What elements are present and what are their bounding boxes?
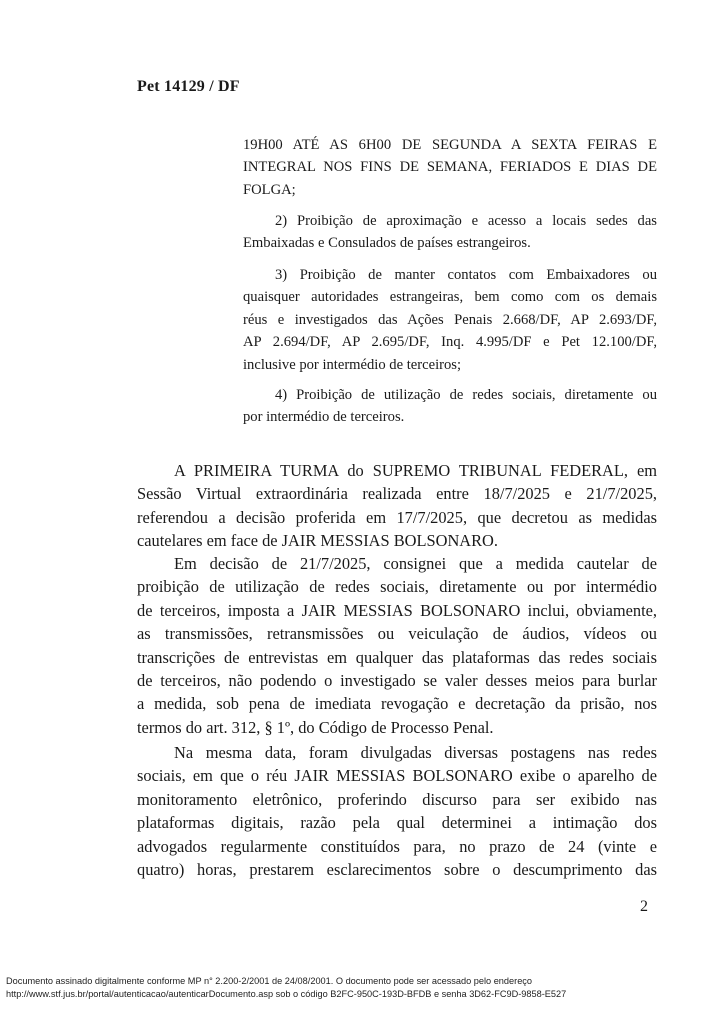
- text-line: INTEGRAL NOS FINS DE SEMANA, FERIADOS E DIAS DE: [243, 159, 657, 176]
- text-line: por intermédio de terceiros.: [243, 409, 405, 426]
- text-line: plataformas digitais, razão pela qual determinei a intimação dos: [137, 813, 657, 833]
- text-line: 4) Proibição de utilização de redes sociais, diretamente ou: [275, 387, 657, 403]
- text-line: referendou a decisão proferida em 17/7/2025, que decretou as medidas: [137, 507, 657, 527]
- text-line: 3) Proibição de manter contatos com Embaixadores ou: [275, 267, 657, 283]
- footer-line: http://www.stf.jus.br/portal/autenticacao/autenticarDocumento.asp sob o código B2FC-950C-193D-BFDB e senha 3D62-FC9D-9858-E527: [6, 988, 567, 999]
- quoted-measure-continuation: [243, 134, 657, 201]
- text-line: cautelares em face de JAIR MESSIAS BOLSONARO.: [137, 531, 498, 551]
- digital-signature-footer: [6, 975, 566, 1000]
- text-line: Embaixadas e Consulados de países estrangeiros.: [243, 235, 531, 252]
- text-line: quaisquer autoridades estrangeiras, bem como com os demais: [243, 289, 657, 306]
- text-line: FOLGA;: [243, 181, 296, 198]
- text-line: as transmissões, retransmissões ou veiculação de áudios, vídeos ou: [137, 624, 657, 644]
- quoted-measure-item-2: [243, 210, 657, 255]
- text-line: quatro) horas, prestarem esclarecimentos sobre o descumprimento das: [137, 860, 657, 880]
- text-line: transcrições de entrevistas em qualquer das plataformas das redes sociais: [137, 647, 657, 667]
- text-line: 19H00 ATÉ AS 6H00 DE SEGUNDA A SEXTA FEIRAS E: [243, 137, 657, 153]
- text-line: réus e investigados das Ações Penais 2.668/DF, AP 2.693/DF,: [243, 311, 657, 328]
- text-line: de terceiros, não podendo o investigado se valer desses meios para burlar: [137, 671, 657, 691]
- page-number: 2: [640, 898, 648, 915]
- text-line: a medida, sob pena de imediata revogação e decretação da prisão, nos: [137, 694, 657, 714]
- text-line: inclusive por intermédio de terceiros;: [243, 356, 462, 373]
- text-line: proibição de utilização de redes sociais, diretamente ou por intermédio: [137, 577, 657, 597]
- text-line: Em decisão de 21/7/2025, consignei que a medida cautelar de: [174, 554, 657, 573]
- document-header-title: Pet 14129 / DF: [137, 78, 240, 95]
- text-line: sociais, em que o réu JAIR MESSIAS BOLSONARO exibe o aparelho de: [137, 766, 657, 786]
- text-line: Sessão Virtual extraordinária realizada entre 18/7/2025 e 21/7/2025,: [137, 484, 657, 504]
- quoted-measure-item-4: [243, 384, 657, 429]
- text-line: AP 2.694/DF, AP 2.695/DF, Inq. 4.995/DF e Pet 12.100/DF,: [243, 334, 657, 351]
- text-line: Na mesma data, foram divulgadas diversas postagens nas redes: [174, 743, 657, 762]
- quoted-measure-item-3: [243, 264, 657, 376]
- footer-line: Documento assinado digitalmente conforme MP n° 2.200-2/2001 de 24/08/2001. O documento pode ser acessado pelo endereço: [6, 976, 533, 986]
- body-paragraph-1: [137, 459, 657, 553]
- text-line: 2) Proibição de aproximação e acesso a locais sedes das: [275, 213, 657, 229]
- text-line: advogados regularmente constituídos para, no prazo de 24 (vinte e: [137, 836, 657, 856]
- text-line: termos do art. 312, § 1º, do Código de Processo Penal.: [137, 717, 494, 737]
- text-line: de terceiros, imposta a JAIR MESSIAS BOLSONARO inclui, obviamente,: [137, 600, 657, 620]
- text-line: A PRIMEIRA TURMA do SUPREMO TRIBUNAL FEDERAL, em: [174, 461, 657, 480]
- body-paragraph-2: [137, 552, 657, 739]
- body-paragraph-3: [137, 741, 657, 881]
- text-line: monitoramento eletrônico, proferindo discurso para ser exibido nas: [137, 789, 657, 809]
